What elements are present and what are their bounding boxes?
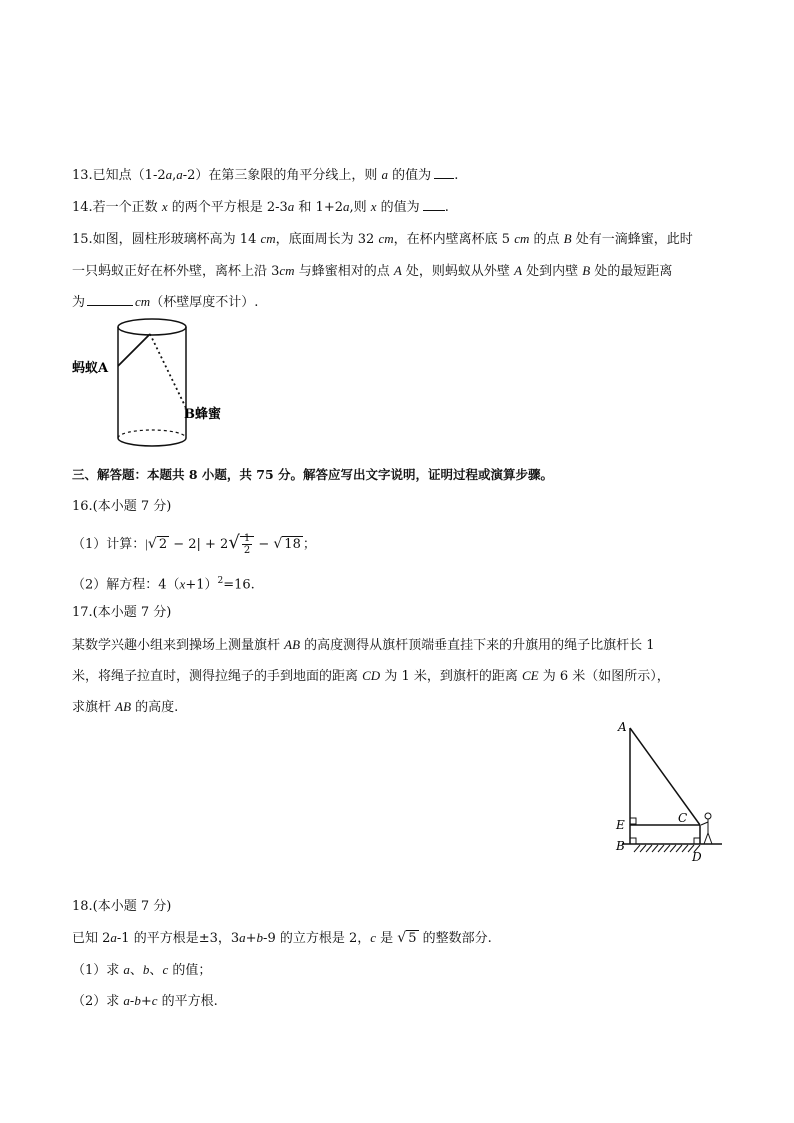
q13-text: 13.已知点（1-2: [72, 168, 166, 183]
radicand: 2: [158, 537, 168, 552]
q17-text: 的高度测得从旗杆顶端垂直挂下来的升旗用的绳子比旗杆长 1: [300, 638, 655, 653]
q18-text: +: [245, 931, 257, 946]
q18-text: 的整数部分.: [418, 931, 492, 946]
label-b: B: [616, 839, 625, 853]
section-3-header: 三、解答题：本题共 8 小题，共 75 分。解答应写出文字说明，证明过程或演算步骤。: [72, 467, 554, 482]
flagpole-figure: [608, 712, 738, 868]
ground-hatching: [634, 845, 700, 852]
rope-ac: [630, 728, 700, 825]
q18-text: （2）求: [72, 994, 124, 1009]
q18-text: 的值；: [168, 963, 212, 978]
q18-text: -1 的平方根是±3，3: [116, 931, 240, 946]
right-angle-d: [694, 838, 700, 844]
right-angle-e: [630, 818, 636, 824]
var-a: a: [123, 993, 130, 1008]
q14-text: 14.若一个正数: [72, 200, 162, 215]
question-18-header: 18.(本小题 7 分): [72, 899, 172, 914]
q18-text: -: [129, 994, 135, 1009]
q18-text: 是: [376, 931, 398, 946]
path-inner-segment: [150, 334, 186, 408]
q18-text: 、: [129, 963, 143, 978]
q15-text: 处有一滴蜂蜜，此时: [571, 232, 693, 247]
question-18-line-1: [72, 929, 492, 948]
unit-cm: cm: [260, 231, 276, 246]
unit-cm: cm: [135, 294, 151, 309]
sqrt-sign-icon: √: [147, 536, 157, 552]
q13-text: .: [454, 168, 459, 183]
var-a: a: [239, 930, 246, 945]
q14-text: 和 1+2: [294, 200, 343, 215]
q17-text: 的高度.: [131, 700, 179, 715]
question-16-part-1: [72, 533, 316, 556]
var-a: a: [165, 167, 173, 182]
label-d: D: [692, 850, 702, 864]
question-15-line-1: [72, 230, 693, 249]
answer-blank: [423, 198, 445, 211]
path-outer-segment: [118, 334, 150, 366]
q17-text: 为 6 米（如图所示），: [538, 669, 670, 684]
answer-blank: [434, 166, 454, 179]
question-16-header: 16.(本小题 7 分): [72, 499, 172, 514]
right-angle-b: [630, 838, 636, 844]
q17-text: 求旗杆: [72, 700, 116, 715]
var-c: c: [151, 993, 158, 1008]
label-a: A: [618, 720, 627, 734]
segment-ce: CE: [522, 668, 539, 683]
q16-text: − 2| + 2: [169, 537, 229, 552]
fraction-denominator: 2: [243, 545, 251, 556]
var-a: a: [110, 930, 117, 945]
sqrt-sign-icon: √: [228, 532, 240, 553]
cylinder-bottom-back: [118, 430, 186, 438]
question-17-header: 17.(本小题 7 分): [72, 605, 172, 620]
exponent: 2: [217, 576, 224, 586]
radicand: 18: [284, 537, 301, 552]
label-ant-a: 蚂蚁A: [72, 361, 109, 376]
question-17-line-3: [72, 698, 178, 717]
q17-text: 米，将绳子拉直时，测得拉绳子的手到地面的距离: [72, 669, 363, 684]
q17-text: 某数学兴趣小组来到操场上测量旗杆: [72, 638, 285, 653]
q15-text: 为: [72, 295, 86, 310]
var-a: a: [176, 167, 183, 182]
var-b: b: [134, 993, 141, 1008]
q18-text: +: [140, 994, 152, 1009]
q18-text: （1）求: [72, 963, 124, 978]
q15-text: 的点: [529, 232, 564, 247]
label-e: E: [616, 818, 625, 832]
fraction-numerator: 1: [243, 533, 251, 544]
var-a: a: [343, 199, 350, 214]
q18-text: 、: [149, 963, 163, 978]
question-18-part-2: [72, 992, 218, 1011]
segment-ab: AB: [284, 637, 301, 652]
q15-text: 处的最短距离: [590, 264, 673, 279]
sqrt-sign-icon: √: [397, 930, 407, 946]
q16-text: =16.: [223, 577, 255, 593]
var-x: x: [370, 199, 377, 214]
q18-text: 的平方根.: [157, 994, 218, 1009]
point-a: A: [393, 263, 402, 278]
q15-text: 与蜂蜜相对的点: [294, 264, 394, 279]
question-14: [72, 198, 449, 217]
q15-text: 15.如图，圆柱形玻璃杯高为 14: [72, 232, 261, 247]
question-17-line-1: [72, 636, 655, 655]
q15-text: ，在杯内壁离杯底 5: [393, 232, 515, 247]
cylinder-figure: [66, 312, 246, 458]
q16-text: （2）解方程：4（: [72, 577, 180, 593]
question-16-part-2: [72, 572, 255, 594]
var-a: a: [287, 199, 295, 214]
q14-text: 的两个平方根是 2-3: [167, 200, 288, 215]
q15-text: （杯壁厚度不计）.: [150, 295, 259, 310]
question-18-part-1: [72, 961, 211, 980]
point-a: A: [514, 263, 523, 278]
answer-blank: [87, 293, 133, 306]
cylinder-top-rim: [118, 319, 186, 335]
q16-text: （1）计算：: [72, 537, 146, 552]
question-13: [72, 166, 458, 185]
question-15-line-2: [72, 262, 672, 281]
person-icon: [701, 813, 712, 844]
radicand: 5: [408, 931, 417, 946]
var-c: c: [162, 962, 169, 977]
question-17-line-2: [72, 667, 670, 686]
q16-text: ；: [302, 537, 316, 552]
q13-text: ,: [172, 168, 177, 183]
fraction: [242, 533, 252, 556]
q14-text: .: [444, 200, 449, 215]
var-x: x: [179, 576, 186, 592]
cylinder-bottom-front: [118, 438, 186, 446]
q14-text: ,则: [349, 200, 371, 215]
question-15-line-3: [72, 293, 258, 312]
point-b: B: [563, 231, 572, 246]
label-c: C: [678, 811, 688, 825]
unit-cm: cm: [514, 231, 530, 246]
q18-text: 已知 2: [72, 931, 111, 946]
q16-text: +1）: [185, 577, 218, 593]
q17-text: 为 1 米，到旗杆的距离: [380, 669, 523, 684]
var-a: a: [123, 962, 130, 977]
var-x: x: [161, 199, 168, 214]
var-b: b: [142, 962, 150, 977]
q18-text: -9 的立方根是 2，: [263, 931, 371, 946]
segment-ab: AB: [115, 699, 132, 714]
radicand-fraction: [240, 533, 254, 556]
q16-text: −: [254, 537, 274, 552]
var-a: a: [381, 167, 389, 182]
q15-text: 处到内壁: [522, 264, 583, 279]
q14-text: 的值为: [376, 200, 420, 215]
var-c: c: [370, 930, 377, 945]
segment-cd: CD: [362, 668, 381, 683]
point-b: B: [582, 263, 591, 278]
unit-cm: cm: [279, 263, 295, 278]
q13-text: -2）在第三象限的角平分线上，则: [182, 168, 382, 183]
abs-bar: |: [145, 536, 148, 551]
q15-text: ，底面周长为 32: [275, 232, 379, 247]
q13-text: 的值为: [388, 168, 432, 183]
sqrt-sign-icon: √: [273, 536, 283, 552]
unit-cm: cm: [378, 231, 394, 246]
var-b: b: [256, 930, 264, 945]
q15-text: 一只蚂蚁正好在杯外壁，离杯上沿 3: [72, 264, 280, 279]
label-honey-b: B蜂蜜: [184, 407, 221, 422]
q15-text: 处，则蚂蚁从外壁: [401, 264, 515, 279]
